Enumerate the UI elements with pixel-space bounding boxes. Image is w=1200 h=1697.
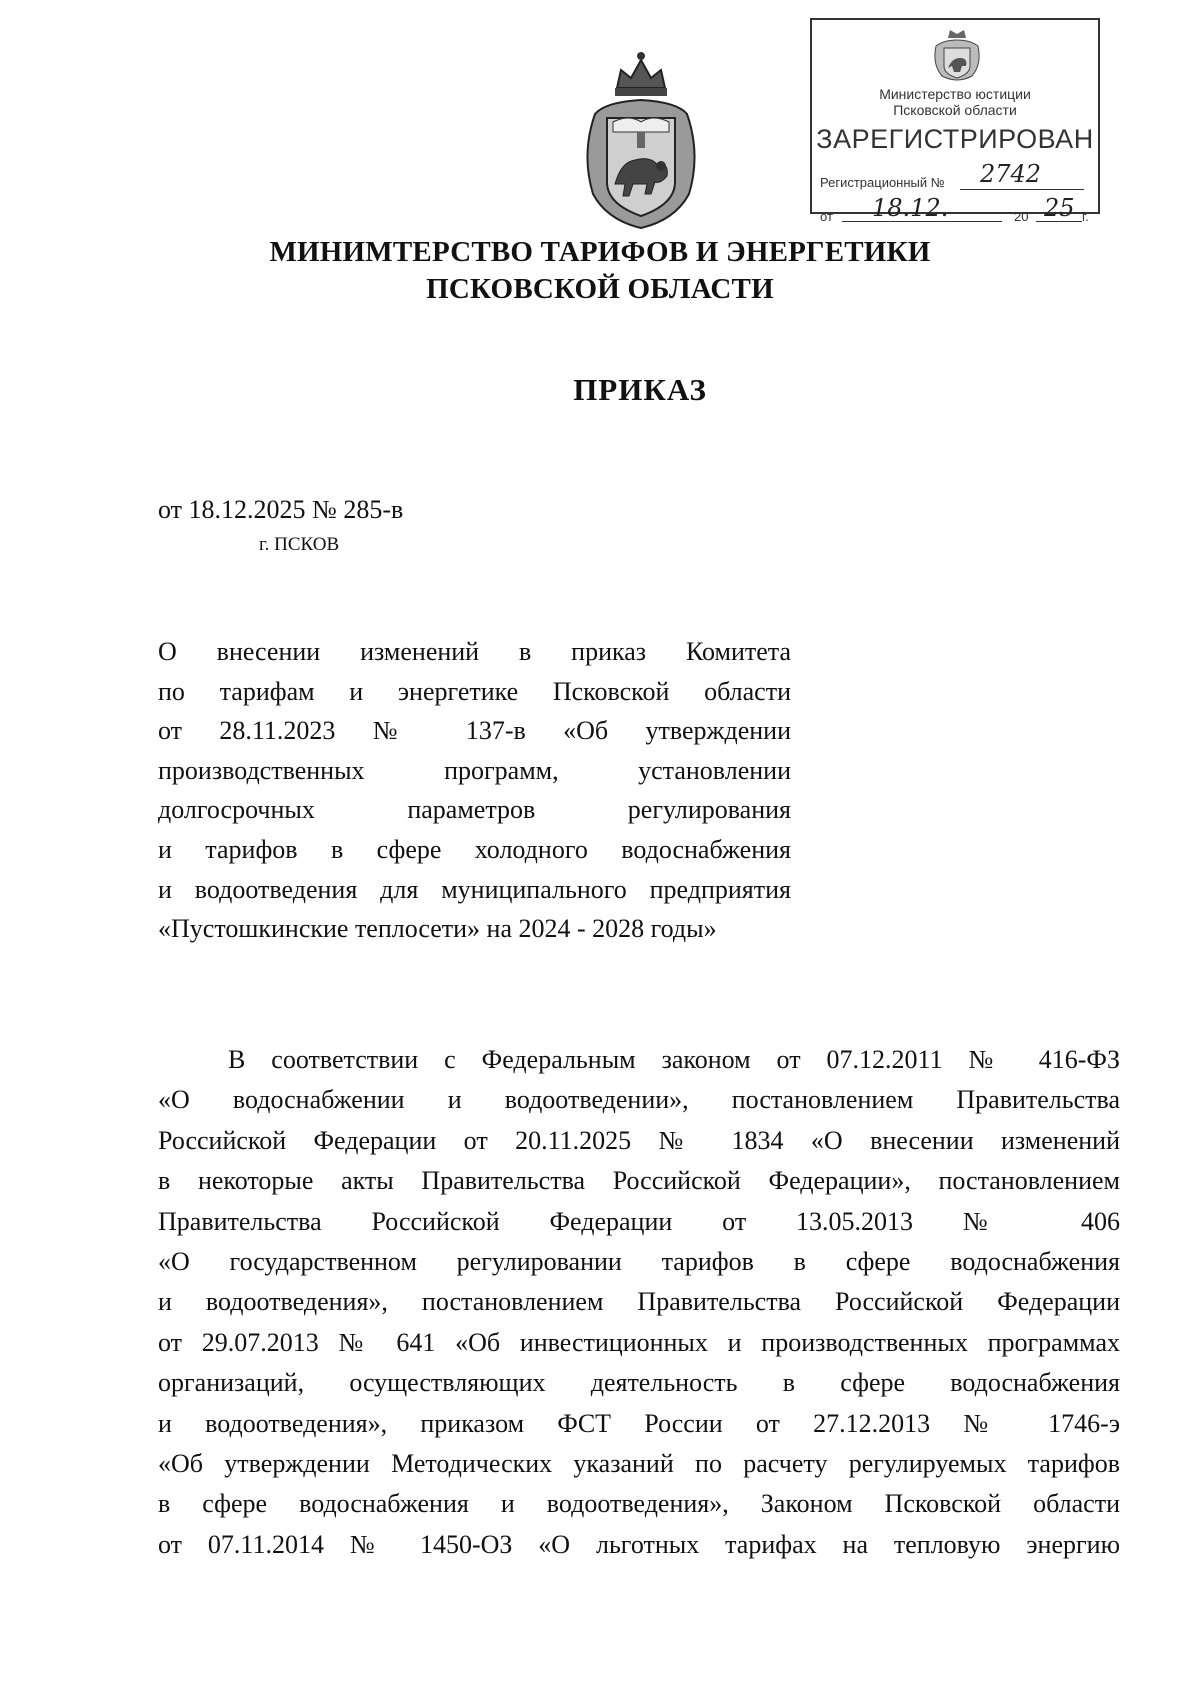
coat-of-arms-icon bbox=[577, 44, 705, 230]
body-line: от 07.11.2014 № 1450-ОЗ «О льготных тарифах на тепловую энергию bbox=[158, 1529, 1120, 1559]
subject-line: от 28.11.2023 № 137-в «Об утверждении bbox=[158, 716, 791, 746]
ministry-title bbox=[0, 234, 1200, 308]
stamp-ministry-line2: Псковской области bbox=[893, 102, 1017, 118]
subject-line: О внесении изменений в приказ Комитета bbox=[158, 637, 791, 666]
subject-line: долгосрочных параметров регулирования bbox=[158, 795, 791, 825]
stamp-year-suffix: 25 bbox=[1044, 194, 1075, 222]
stamp-ministry-line1: Министерство юстиции bbox=[879, 86, 1031, 102]
body-line: организаций, осуществляющих деятельность в сфере водоснабжения bbox=[158, 1368, 1120, 1398]
stamp-reg-label: Регистрационный № bbox=[820, 175, 945, 190]
ministry-title-line1: МИНИМТЕРСТВО ТАРИФОВ И ЭНЕРГЕТИКИ bbox=[269, 236, 931, 268]
body-line: «О водоснабжении и водоотведении», постановлением Правительства bbox=[158, 1085, 1120, 1115]
order-number: от 18.12.2025 № 285-в bbox=[158, 495, 404, 524]
body-line: В соответствии с Федеральным законом от 07.12.2011 № 416-ФЗ bbox=[228, 1045, 1120, 1074]
stamp-reg-number: 2742 bbox=[980, 160, 1042, 188]
stamp-year-prefix: 20 bbox=[1014, 209, 1029, 224]
subject-line: и тарифов в сфере холодного водоснабжения bbox=[158, 834, 791, 864]
body-line: от 29.07.2013 № 641 «Об инвестиционных и производственных программах bbox=[158, 1327, 1120, 1357]
stamp-registration-number-row bbox=[820, 160, 1092, 192]
body-line: в некоторые акты Правительства Российской Федерации», постановлением bbox=[158, 1166, 1120, 1196]
registration-stamp bbox=[810, 18, 1100, 224]
body-line: Правительства Российской Федерации от 13.05.2013 № 406 bbox=[158, 1206, 1120, 1236]
order-city: г. ПСКОВ bbox=[259, 534, 340, 555]
stamp-status: ЗАРЕГИСТРИРОВАН bbox=[816, 124, 1094, 154]
stamp-date-prefix: от bbox=[820, 209, 833, 224]
stamp-date-row bbox=[820, 194, 1092, 224]
stamp-emblem-icon bbox=[930, 26, 984, 84]
order-subject bbox=[158, 632, 791, 949]
subject-line: производственных программ, установлении bbox=[158, 755, 791, 785]
body-line: и водоотведения», приказом ФСТ России от 27.12.2013 № 1746-э bbox=[158, 1408, 1120, 1438]
body-line: Российской Федерации от 20.11.2025 № 1834 «О внесении изменений bbox=[158, 1125, 1120, 1155]
stamp-year-unit: г. bbox=[1082, 209, 1089, 224]
subject-line: и водоотведения для муниципального предприятия bbox=[158, 874, 791, 904]
ministry-title-line2: ПСКОВСКОЙ ОБЛАСТИ bbox=[426, 273, 774, 305]
subject-line: по тарифам и энергетике Псковской области bbox=[158, 676, 791, 706]
body-line: «Об утверждении Методических указаний по расчету регулируемых тарифов bbox=[158, 1449, 1120, 1479]
subject-line: «Пустошкинские теплосети» на 2024 - 2028 годы» bbox=[158, 914, 717, 944]
body-line: и водоотведения», постановлением Правительства Российской Федерации bbox=[158, 1287, 1120, 1317]
order-body bbox=[158, 1040, 1120, 1565]
body-line: в сфере водоснабжения и водоотведения», Законом Псковской области bbox=[158, 1489, 1120, 1519]
document-type: ПРИКАЗ bbox=[573, 372, 707, 407]
body-line: «О государственном регулировании тарифов в сфере водоснабжения bbox=[158, 1247, 1120, 1277]
stamp-ministry-name bbox=[812, 86, 1098, 118]
stamp-date-day-month: 18.12. bbox=[872, 194, 949, 222]
